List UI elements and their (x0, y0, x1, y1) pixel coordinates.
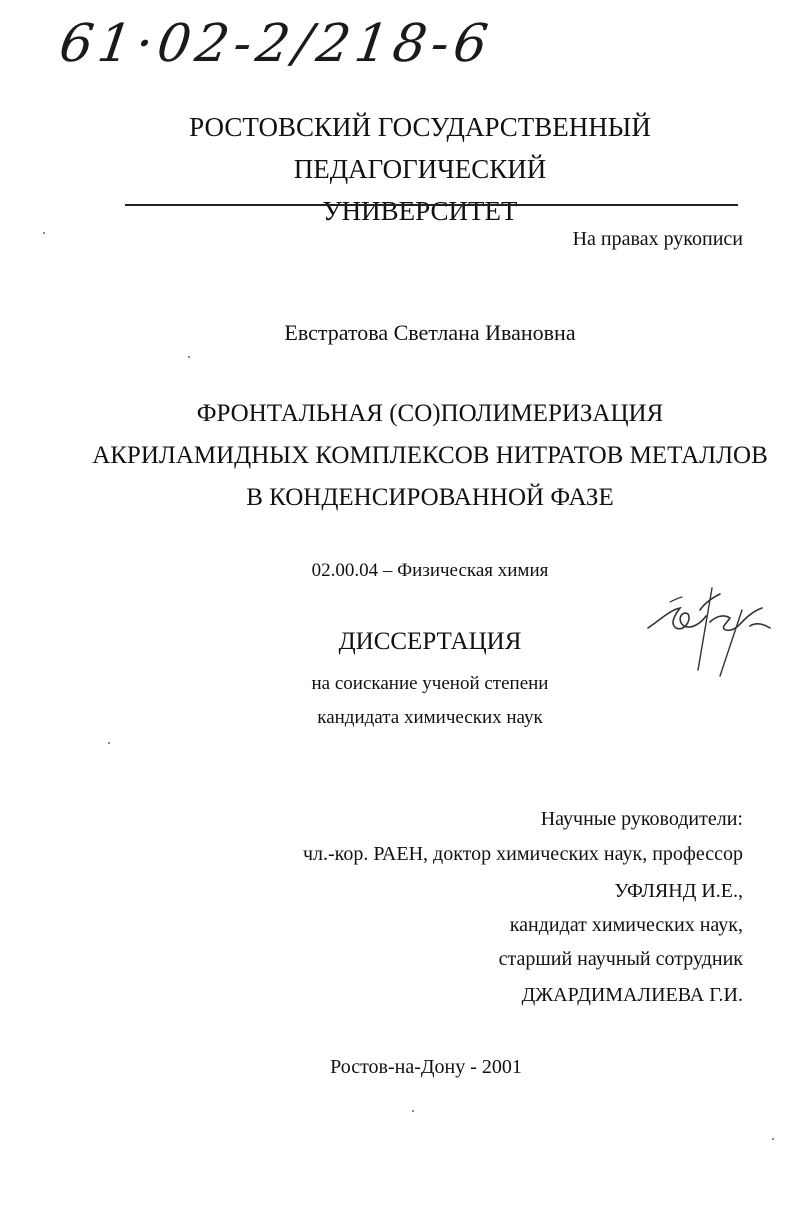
scan-speck (188, 356, 190, 358)
degree-line-1: на соискание ученой степени (311, 673, 549, 694)
scan-speck (43, 232, 45, 234)
scan-speck (772, 1138, 774, 1140)
supervisor-1-role: чл.-кор. РАЕН, доктор химических наук, профессор (302, 843, 743, 865)
degree-line-2: кандидата химических наук (317, 707, 543, 728)
scan-speck (412, 1110, 414, 1112)
supervisor-2-degree: кандидат химических наук, (509, 914, 743, 936)
handwritten-archive-number: 61·02-2/218-6 (55, 14, 497, 74)
title-line-1: ФРОНТАЛЬНАЯ (СО)ПОЛИМЕРИЗАЦИЯ (196, 400, 664, 427)
document-type: ДИССЕРТАЦИЯ (338, 628, 522, 655)
scan-speck (108, 742, 110, 744)
supervisors-heading: Научные руководители: (540, 808, 743, 830)
dissertation-title (60, 393, 798, 519)
author-name: Евстратова Светлана Ивановна (284, 320, 576, 345)
handwritten-signature (640, 580, 780, 690)
rights-note: На правах рукописи (572, 228, 743, 250)
university-name (100, 106, 740, 232)
title-line-3: В КОНДЕНСИРОВАННОЙ ФАЗЕ (246, 484, 614, 511)
university-line-1: РОСТОВСКИЙ ГОСУДАРСТВЕННЫЙ ПЕДАГОГИЧЕСКИЙ (189, 112, 651, 184)
supervisor-1-name: УФЛЯНД И.Е., (614, 880, 743, 902)
supervisor-2-name: ДЖАРДИМАЛИЕВА Г.И. (521, 984, 743, 1006)
city-and-year: Ростов-на-Дону - 2001 (330, 1056, 522, 1078)
header-divider (125, 204, 738, 206)
university-line-2: УНИВЕРСИТЕТ (322, 196, 518, 226)
supervisor-2-role: старший научный сотрудник (498, 948, 743, 970)
title-line-2: АКРИЛАМИДНЫХ КОМПЛЕКСОВ НИТРАТОВ МЕТАЛЛОВ (92, 442, 768, 469)
specialty-code: 02.00.04 – Физическая химия (311, 560, 549, 581)
